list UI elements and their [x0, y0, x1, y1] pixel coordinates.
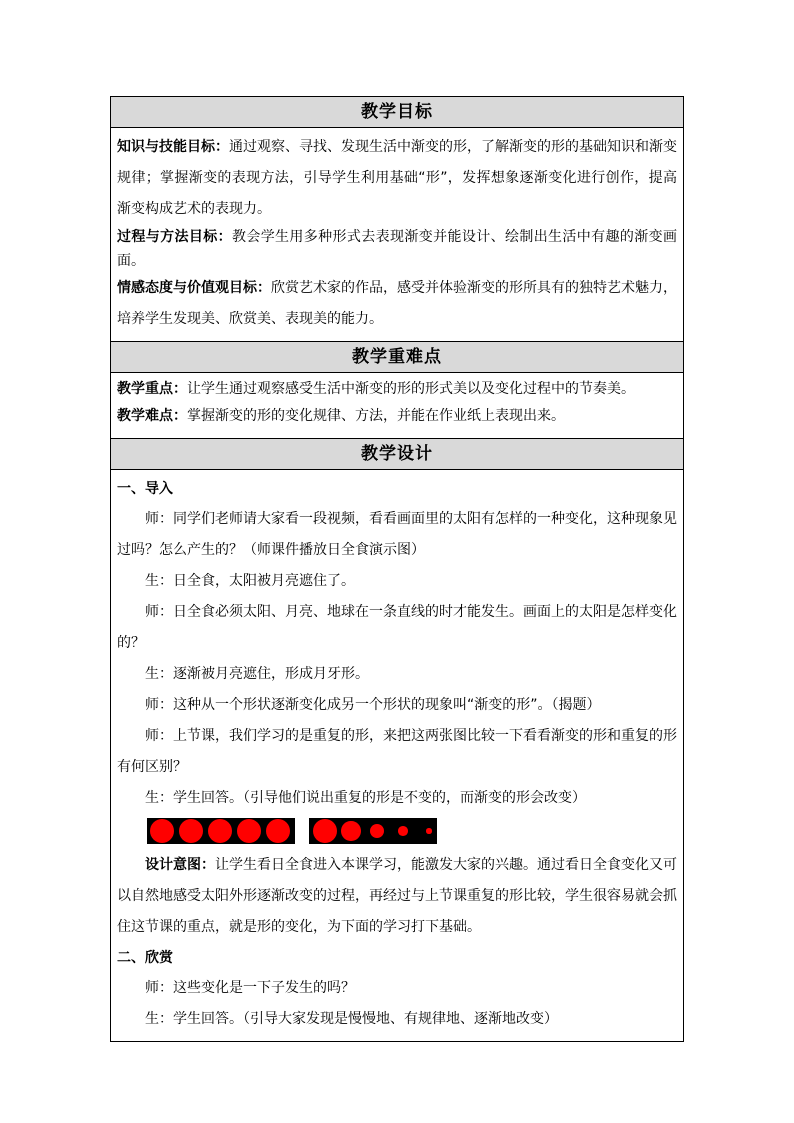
key-point: 教学重点：让学生通过观察感受生活中渐变的形的形式美以及变化过程中的节奏美。 — [117, 381, 635, 397]
difficult-point: 教学难点：掌握渐变的形的变化规律、方法，并能在作业纸上表现出来。 — [117, 408, 565, 424]
difficulty-header: 教学重难点 — [111, 342, 683, 373]
goals-section — [111, 128, 683, 342]
design-section — [111, 470, 683, 1041]
lesson-table — [110, 96, 684, 1042]
design-header: 教学设计 — [111, 439, 683, 470]
dialog-line: 生：逐渐被月亮遮住，形成月牙形。 — [145, 666, 369, 682]
gradual-circle-0 — [313, 819, 337, 843]
gradual-circle-4 — [426, 828, 431, 833]
goals-header: 教学目标 — [111, 97, 683, 128]
dialog-line: 师：上节课，我们学习的是重复的形，来把这两张图比较一下看看渐变的形和重复的形有何区别？ — [117, 728, 677, 775]
dialog-line: 生：日全食，太阳被月亮遮住了。 — [145, 573, 355, 589]
gradual-circle-1 — [341, 821, 361, 841]
dialog-line: 生：学生回答。（引导大家发现是慢慢地、有规律地、逐渐地改变） — [145, 1011, 558, 1027]
design-intent: 设计意图：让学生看日全食进入本课学习，能激发大家的兴趣。通过看日全食变化又可以自然地感受太阳外形逐渐改变的过程，再经过与上节课重复的形比较，学生很容易就会抓住这节课的重点，就是形的变化，为下面的学习打下基础。 — [117, 857, 677, 935]
dialog-line: 师：这些变化是一下子发生的吗？ — [145, 980, 355, 996]
dialog-line: 师：这种从一个形状逐渐变化成另一个形状的现象叫“渐变的形”。（揭题） — [145, 697, 601, 713]
repeat-circle-1 — [179, 819, 203, 843]
dialog-line: 师：日全食必须太阳、月亮、地球在一条直线的时才能发生。画面上的太阳是怎样变化的？ — [117, 604, 677, 651]
difficulty-section — [111, 373, 683, 439]
dialog-line: 生：学生回答。（引导他们说出重复的形是不变的，而渐变的形会改变） — [145, 790, 586, 806]
repeat-circle-2 — [208, 819, 232, 843]
repeat-vs-gradual-figure — [117, 814, 677, 850]
repeat-circle-4 — [266, 819, 290, 843]
goal-emotion: 情感态度与价值观目标：欣赏艺术家的作品，感受并体验渐变的形所具有的独特艺术魅力，培养学生发现美、欣赏美、表现美的能力。 — [117, 280, 677, 327]
repeat-circle-3 — [237, 819, 261, 843]
gradual-circle-3 — [398, 826, 408, 836]
goal-knowledge: 知识与技能目标：通过观察、寻找、发现生活中渐变的形，了解渐变的形的基础知识和渐变规律；掌握渐变的表现方法，引导学生利用基础“形”，发挥想象逐渐变化进行创作，提高渐变构成艺术的表现力。 — [117, 139, 677, 217]
repeat-circle-0 — [150, 819, 174, 843]
section-intro-heading: 一、导入 — [117, 481, 173, 497]
goal-process: 过程与方法目标：教会学生用多种形式去表现渐变并能设计、绘制出生活中有趣的渐变画面。 — [117, 229, 678, 269]
dialog-line: 师：同学们老师请大家看一段视频，看看画面里的太阳有怎样的一种变化，这种现象见过吗？怎么产生的？（师课件播放日全食演示图） — [117, 511, 677, 558]
section-appreciation-heading: 二、欣赏 — [117, 950, 173, 966]
